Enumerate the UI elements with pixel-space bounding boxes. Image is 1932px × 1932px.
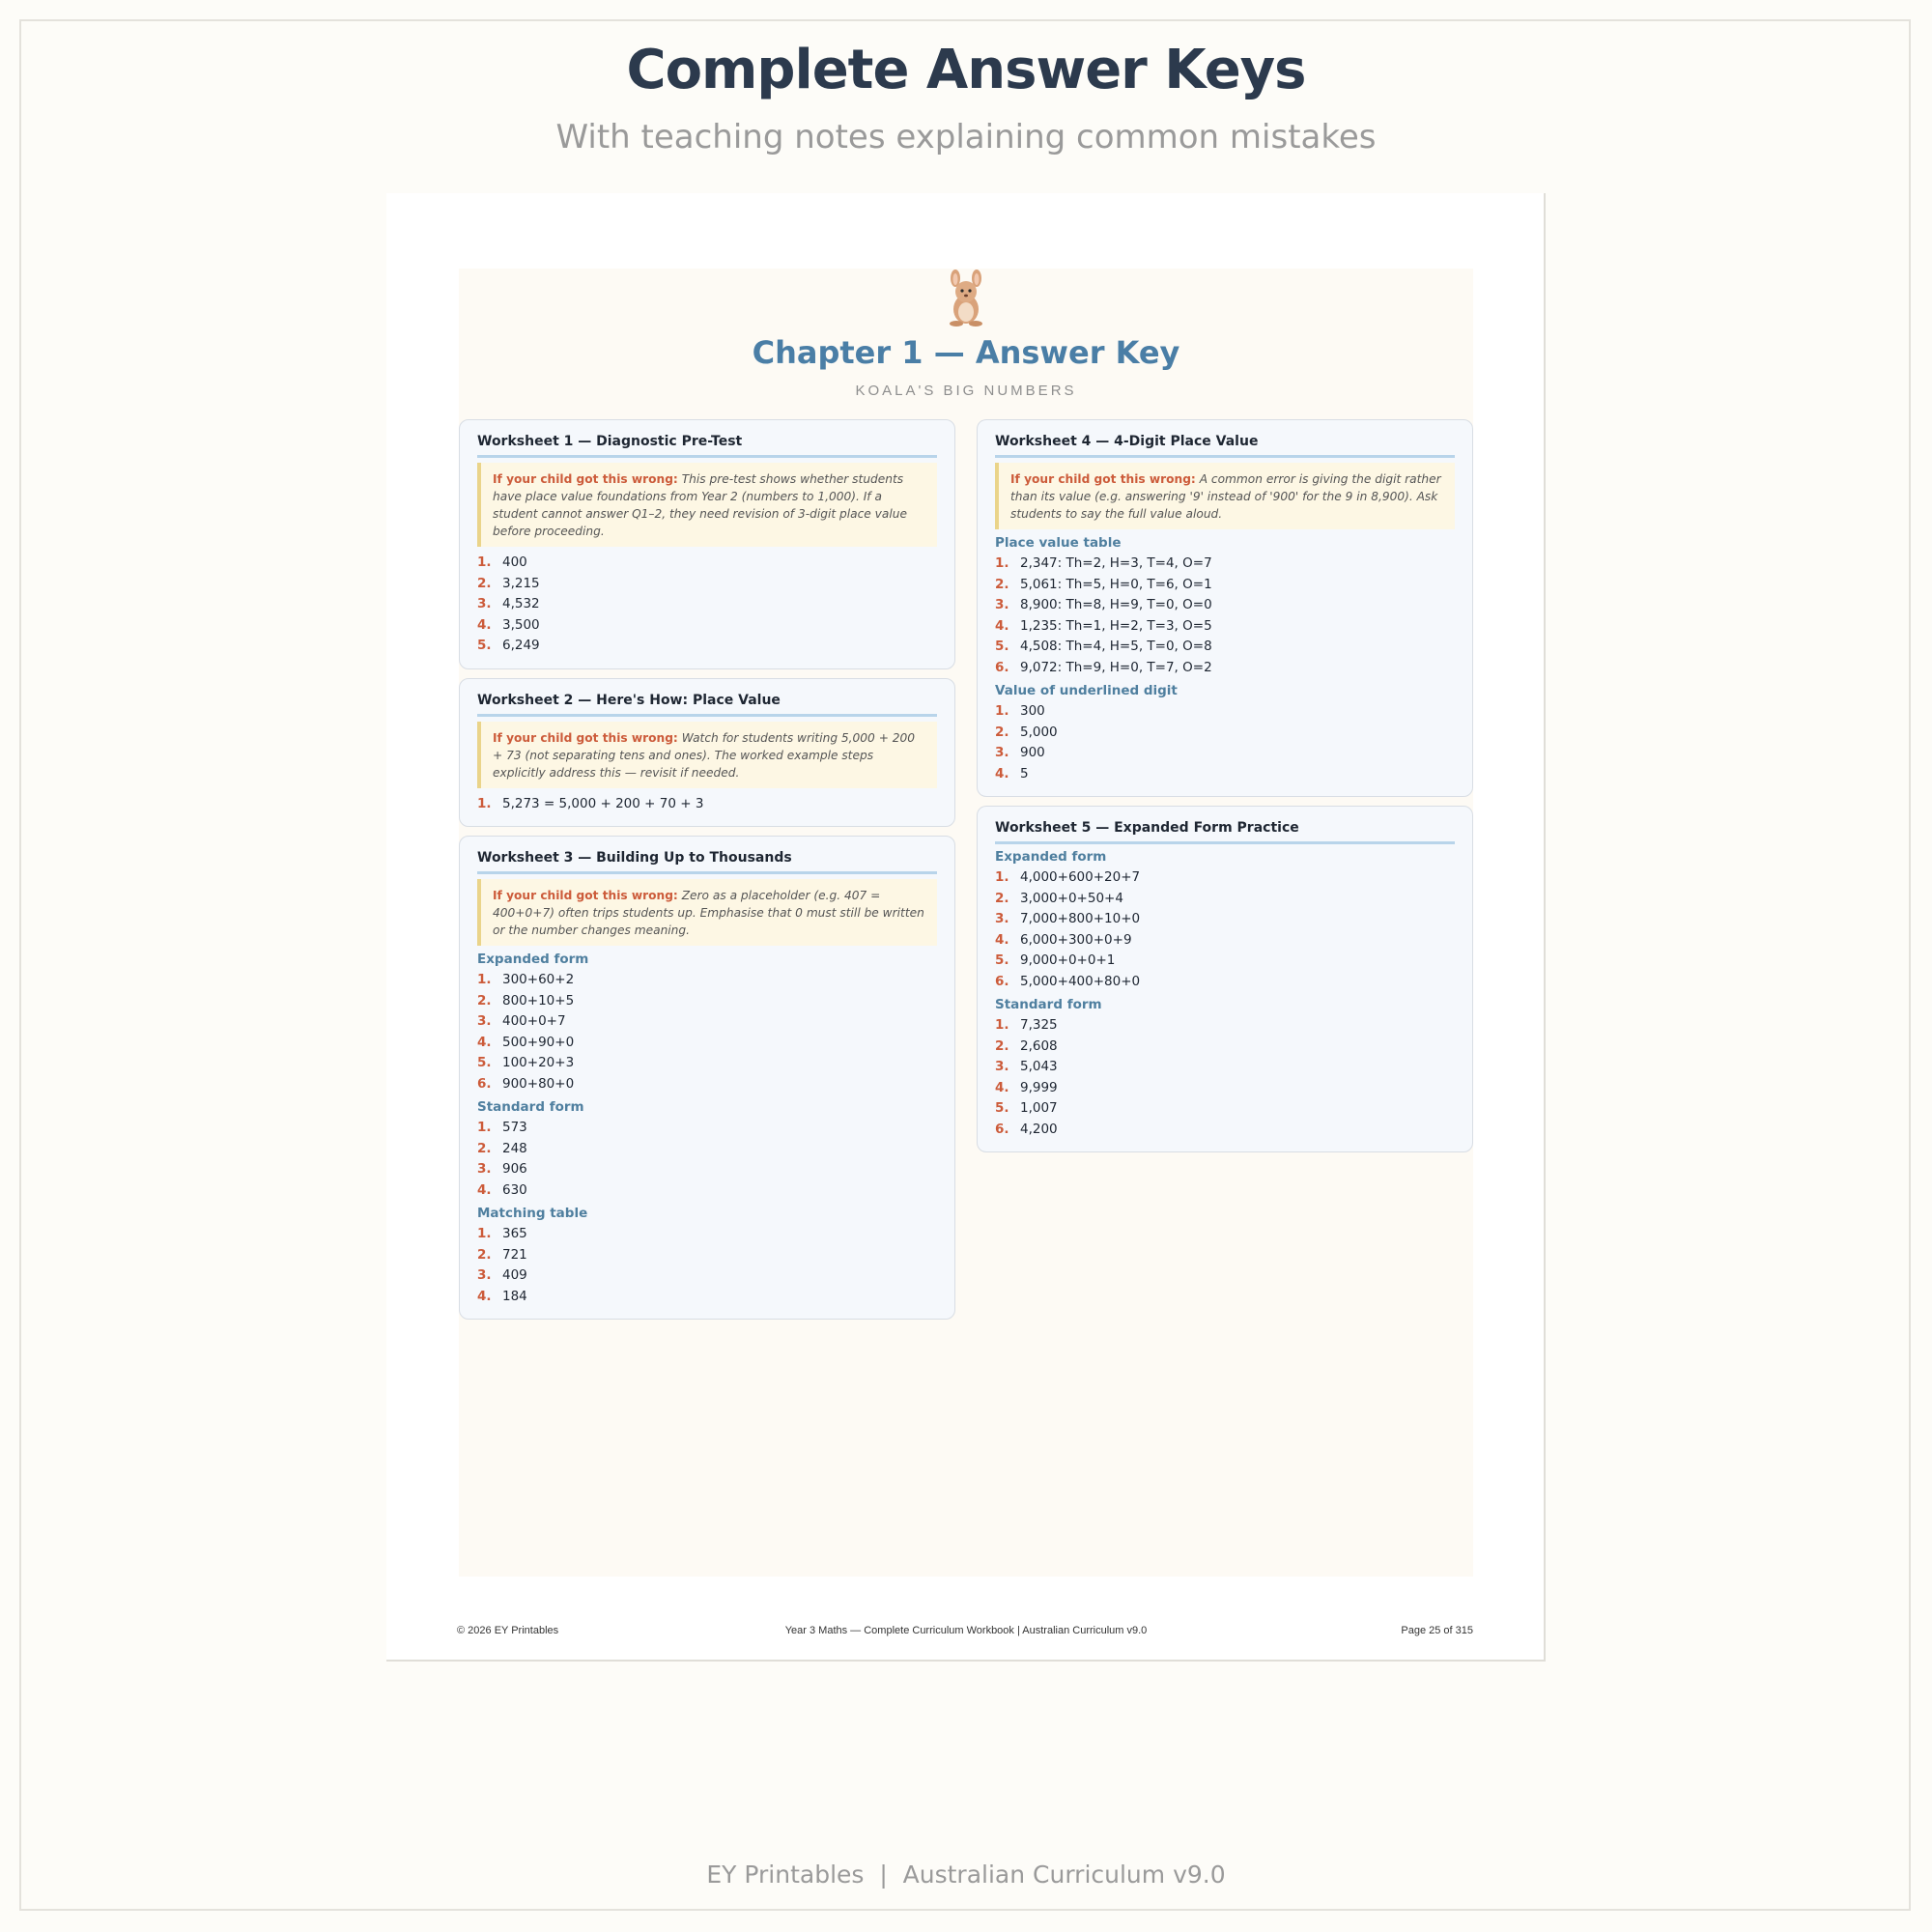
answer-number: 3. (995, 745, 1009, 760)
right-column (977, 419, 1473, 1161)
answer-item (477, 553, 937, 574)
answer-number: 5. (995, 1100, 1009, 1116)
answer-item (477, 1074, 937, 1095)
answer-number: 1. (995, 555, 1009, 571)
answer-item (477, 615, 937, 637)
answer-value: 5,000 (1020, 724, 1058, 740)
answer-item (477, 1118, 937, 1139)
answer-item (477, 1011, 937, 1033)
answer-value: 5,000+400+80+0 (1020, 973, 1141, 989)
answer-number: 6. (995, 659, 1009, 675)
answer-item (995, 554, 1455, 575)
answer-item (995, 637, 1455, 658)
answer-number: 2. (995, 890, 1009, 906)
answer-item (477, 1265, 937, 1287)
worksheet-5-card (977, 806, 1473, 1152)
answer-item (995, 616, 1455, 638)
answer-item (995, 1098, 1455, 1120)
worksheet-1-card (459, 419, 955, 669)
answer-number: 3. (477, 596, 492, 611)
answer-number: 4. (995, 1079, 1009, 1095)
answer-number: 4. (995, 931, 1009, 948)
answer-value: 9,999 (1020, 1079, 1058, 1095)
answer-number: 2. (477, 1140, 492, 1156)
footer-book-title: Year 3 Maths — Complete Curriculum Workbook | Australian Curriculum v9.0 (784, 1625, 1148, 1636)
teaching-note (477, 722, 937, 788)
answer-item (995, 1120, 1455, 1141)
worksheet-2-card (459, 678, 955, 828)
answer-value: 2,347: Th=2, H=3, T=4, O=7 (1020, 555, 1212, 571)
section-heading: Value of underlined digit (995, 683, 1178, 698)
answer-item (995, 658, 1455, 679)
answer-item (477, 636, 937, 657)
answer-number: 3. (477, 1267, 492, 1283)
brand-tagline: EY Printables | Australian Curriculum v9.0 (706, 1861, 1226, 1889)
note-lead: If your child got this wrong: (493, 472, 678, 486)
answer-item (477, 970, 937, 991)
answer-number: 3. (477, 1013, 492, 1029)
answer-value: 900+80+0 (502, 1075, 575, 1092)
answer-item (477, 574, 937, 595)
answer-value: 5,043 (1020, 1059, 1058, 1074)
answer-item (477, 794, 937, 815)
worksheet-title: Worksheet 5 — Expanded Form Practice (995, 820, 1455, 844)
section-heading: Matching table (477, 1206, 588, 1221)
answer-item (477, 1159, 937, 1180)
answer-number: 6. (995, 973, 1009, 989)
answer-value: 7,325 (1020, 1017, 1058, 1033)
page-content (459, 269, 1473, 1577)
answer-number: 5. (995, 639, 1009, 654)
answer-number: 1. (477, 795, 492, 811)
teaching-note (477, 879, 937, 946)
note-text: A common error is giving the digit rather than its value (e.g. answering '9' instead of '900' for the 9 in 8,900). Ask students to say the full value aloud. (1010, 472, 1441, 521)
answer-number: 6. (477, 1075, 492, 1092)
answer-number: 2. (995, 1037, 1009, 1054)
answer-item (995, 867, 1455, 889)
hero-title: Complete Answer Keys (626, 39, 1306, 101)
answer-value: 3,500 (502, 616, 540, 633)
answer-number: 1. (995, 703, 1009, 719)
teaching-note (995, 463, 1455, 529)
answer-item (995, 743, 1455, 764)
answer-number: 4. (477, 1288, 492, 1304)
answer-value: 900 (1020, 745, 1045, 760)
answer-value: 5 (1020, 765, 1029, 781)
answer-item (995, 1078, 1455, 1099)
note-lead: If your child got this wrong: (493, 889, 678, 902)
answer-value: 1,007 (1020, 1100, 1058, 1116)
teaching-note (477, 463, 937, 547)
answer-number: 3. (995, 597, 1009, 612)
workbook-page (386, 193, 1546, 1662)
answer-item (477, 1053, 937, 1074)
answer-number: 4. (995, 617, 1009, 634)
answer-item (995, 575, 1455, 596)
answer-number: 3. (477, 1161, 492, 1177)
answer-item (995, 889, 1455, 910)
answer-value: 4,200 (1020, 1121, 1058, 1137)
answer-number: 1. (477, 554, 492, 570)
answer-number: 1. (995, 869, 1009, 885)
answer-number: 1. (477, 972, 492, 987)
section-heading: Expanded form (477, 952, 589, 967)
answer-value: 7,000+800+10+0 (1020, 911, 1141, 926)
chapter-title: Chapter 1 — Answer Key (752, 334, 1180, 371)
answer-item (995, 951, 1455, 972)
answer-number: 2. (995, 576, 1009, 592)
answer-item (477, 1139, 937, 1160)
answer-number: 5. (477, 1055, 492, 1070)
section-heading: Standard form (477, 1099, 584, 1115)
answer-value: 4,532 (502, 596, 540, 611)
answer-value: 9,000+0+0+1 (1020, 952, 1116, 968)
answer-number: 2. (477, 992, 492, 1009)
answer-value: 400 (502, 554, 527, 570)
answer-number: 4. (995, 765, 1009, 781)
answer-value: 906 (502, 1161, 527, 1177)
answer-value: 184 (502, 1288, 527, 1304)
answer-value: 8,900: Th=8, H=9, T=0, O=0 (1020, 597, 1212, 612)
note-text: Zero as a placeholder (e.g. 407 = 400+0+7) often trips students up. Emphasise that 0 must still be written or the number changes meaning. (493, 889, 924, 937)
answer-value: 3,215 (502, 575, 540, 591)
answer-number: 4. (477, 1034, 492, 1050)
answer-item (477, 1245, 937, 1266)
answer-number: 1. (477, 1226, 492, 1241)
footer-copyright: © 2026 EY Printables (457, 1625, 559, 1636)
answer-value: 500+90+0 (502, 1034, 575, 1050)
answer-value: 6,000+300+0+9 (1020, 931, 1132, 948)
answer-item (995, 1037, 1455, 1058)
worksheet-3-card (459, 836, 955, 1320)
answer-item (995, 930, 1455, 952)
answer-value: 100+20+3 (502, 1055, 575, 1070)
answer-value: 4,000+600+20+7 (1020, 869, 1141, 885)
hero-subtitle: With teaching notes explaining common mistakes (555, 118, 1377, 156)
answer-value: 5,061: Th=5, H=0, T=6, O=1 (1020, 576, 1212, 592)
answer-value: 2,608 (1020, 1037, 1058, 1054)
worksheet-4-card (977, 419, 1473, 797)
answer-value: 248 (502, 1140, 527, 1156)
note-text: Watch for students writing 5,000 + 200 + 73 (not separating tens and ones). The worked example steps explicitly address this — revisit if needed. (493, 730, 916, 780)
note-text: This pre-test shows whether students have place value foundations from Year 2 (numbers to 1,000). If a student cannot answer Q1–2, they need revision of 3-digit place value before proceeding. (493, 472, 907, 538)
answer-value: 5,273 = 5,000 + 200 + 70 + 3 (502, 795, 704, 811)
answer-value: 300+60+2 (502, 972, 575, 987)
answer-number: 4. (477, 1181, 492, 1198)
section-heading: Place value table (995, 535, 1122, 551)
answer-item (995, 701, 1455, 723)
answer-item (995, 972, 1455, 993)
answer-value: 9,072: Th=9, H=0, T=7, O=2 (1020, 659, 1212, 675)
answer-number: 2. (995, 724, 1009, 740)
answer-value: 409 (502, 1267, 527, 1283)
answer-number: 4. (477, 616, 492, 633)
note-lead: If your child got this wrong: (493, 730, 678, 745)
answer-value: 630 (502, 1181, 527, 1198)
answer-item (477, 1287, 937, 1308)
answer-value: 721 (502, 1246, 527, 1263)
kangaroo-icon (942, 269, 990, 327)
answer-number: 2. (477, 1246, 492, 1263)
answer-number: 1. (477, 1120, 492, 1135)
answer-item (477, 594, 937, 615)
answer-item (995, 909, 1455, 930)
answer-item (477, 1033, 937, 1054)
answer-item (477, 1224, 937, 1245)
worksheet-title: Worksheet 1 — Diagnostic Pre-Test (477, 434, 937, 458)
answer-number: 3. (995, 911, 1009, 926)
answer-value: 3,000+0+50+4 (1020, 890, 1123, 906)
answer-value: 573 (502, 1120, 527, 1135)
answer-value: 1,235: Th=1, H=2, T=3, O=5 (1020, 617, 1212, 634)
answer-number: 2. (477, 575, 492, 591)
answer-item (995, 1015, 1455, 1037)
answer-number: 6. (995, 1121, 1009, 1137)
section-heading: Expanded form (995, 849, 1107, 865)
section-heading: Standard form (995, 997, 1102, 1012)
answer-number: 3. (995, 1059, 1009, 1074)
note-lead: If your child got this wrong: (1010, 472, 1196, 486)
answer-value: 4,508: Th=4, H=5, T=0, O=8 (1020, 639, 1212, 654)
answer-item (995, 764, 1455, 785)
answer-item (995, 1057, 1455, 1078)
answer-value: 6,249 (502, 638, 540, 653)
answer-item (477, 991, 937, 1012)
answer-value: 365 (502, 1226, 527, 1241)
answer-value: 800+10+5 (502, 992, 575, 1009)
answer-number: 5. (477, 638, 492, 653)
worksheet-title: Worksheet 4 — 4-Digit Place Value (995, 434, 1455, 458)
chapter-subtitle: KOALA'S BIG NUMBERS (855, 383, 1077, 399)
answer-number: 5. (995, 952, 1009, 968)
answer-value: 400+0+7 (502, 1013, 566, 1029)
answer-number: 1. (995, 1017, 1009, 1033)
answer-value: 300 (1020, 703, 1045, 719)
left-column (459, 419, 955, 1328)
answer-item (995, 723, 1455, 744)
worksheet-title: Worksheet 2 — Here's How: Place Value (477, 693, 937, 717)
worksheet-title: Worksheet 3 — Building Up to Thousands (477, 850, 937, 874)
answer-item (477, 1180, 937, 1202)
footer-page-number: Page 25 of 315 (1401, 1625, 1473, 1636)
answer-item (995, 595, 1455, 616)
